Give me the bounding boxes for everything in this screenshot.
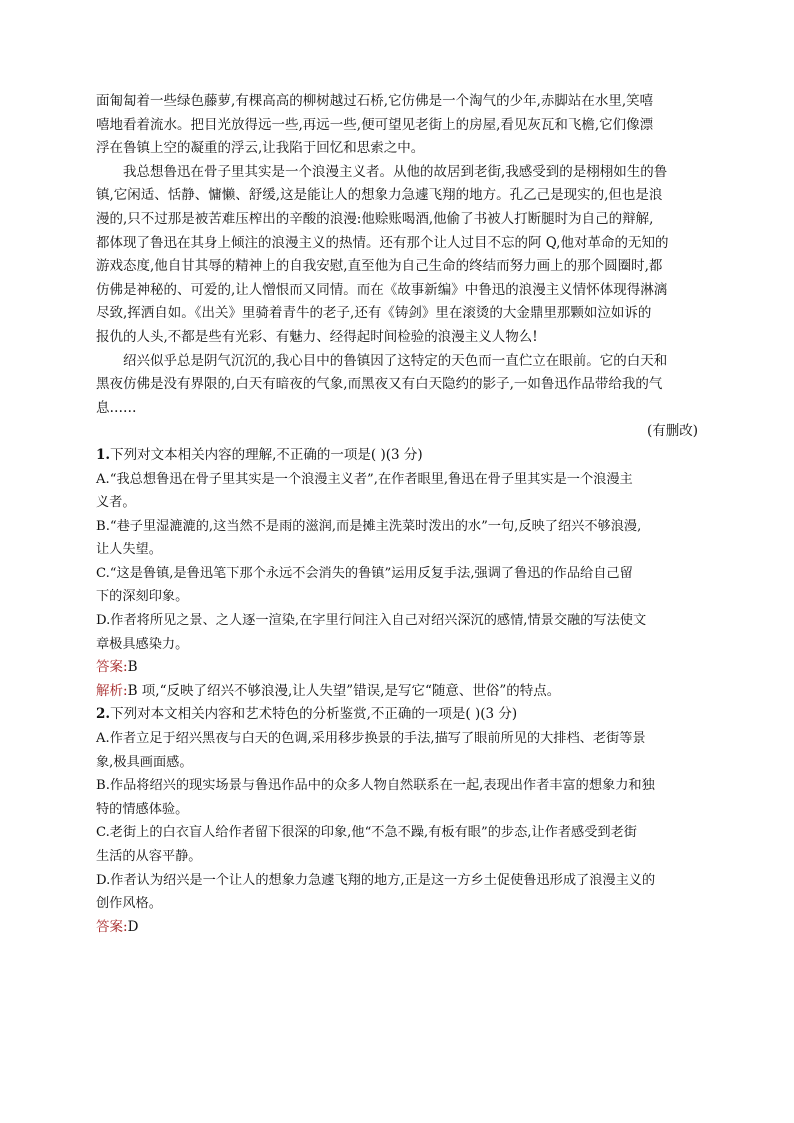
document-page [96, 90, 700, 939]
question-1 [96, 444, 700, 704]
text-line: 黑夜仿佛是没有界限的,白天有暗夜的气象,而黑夜又有白天隐约的影子,一如鲁迅作品带给我的气 [96, 376, 663, 393]
option-d [96, 609, 700, 656]
option-line: 章极具感染力。 [96, 636, 189, 652]
question-stem [96, 703, 700, 727]
option-a [96, 468, 700, 515]
answer-label: 答案: [96, 918, 128, 935]
passage [96, 90, 700, 444]
option-line: A.“我总想鲁迅在骨子里其实是一个浪漫主义者”,在作者眼里,鲁迅在骨子里其实是一个浪漫主 [96, 471, 633, 487]
option-line: 象,极具画面感。 [96, 754, 193, 770]
text-line: 都体现了鲁迅在其身上倾注的浪漫主义的热情。还有那个让人过目不忘的阿 Q,他对革命的无知的 [96, 234, 669, 251]
option-a [96, 727, 700, 774]
answer-value: B [127, 659, 138, 676]
answer-value: D [127, 918, 139, 935]
option-line: A.作者立足于绍兴黑夜与白天的色调,采用移步换景的手法,描写了眼前所见的大排档、老街等景 [96, 731, 646, 747]
text-line: 绍兴似乎总是阴气沉沉的,我心目中的鲁镇因了这特定的天色而一直伫立在眼前。它的白天和 [123, 352, 668, 369]
question-stem-text: 下列对本文相关内容和艺术特色的分析鉴赏,不正确的一项是( )(3 分) [110, 706, 518, 723]
question-stem [96, 444, 700, 468]
analysis [96, 680, 700, 704]
option-line: 特的情感体验。 [96, 801, 189, 817]
passage-paragraph [96, 161, 700, 350]
option-line: 下的深刻印象。 [96, 589, 189, 605]
option-c [96, 562, 700, 609]
analysis-label: 解析: [96, 682, 128, 699]
text-line: 尽致,挥洒自如。《出关》里骑着青牛的老子,还有《铸剑》里在滚烫的大金鼎里那颗如泣如诉的 [96, 305, 652, 322]
option-line: 创作风格。 [96, 896, 162, 912]
question-number: 1. [96, 446, 111, 463]
text-line: 游戏态度,他自甘其辱的精神上的自我安慰,直至他为自己生命的终结而努力画上的那个圆圈时,都 [96, 258, 663, 275]
text-line: 浮在鲁镇上空的凝重的浮云,让我陷于回忆和思索之中。 [96, 140, 425, 157]
option-line: C.老街上的白衣盲人给作者留下很深的印象,他“不急不躁,有板有眼”的步态,让作者感受到老街 [96, 825, 637, 841]
option-line: B.作品将绍兴的现实场景与鲁迅作品中的众多人物自然联系在一起,表现出作者丰富的想象力和独 [96, 778, 655, 794]
option-line: B.“巷子里湿漉漉的,这当然不是雨的滋润,而是摊主洗菜时泼出的水”一句,反映了绍兴不够浪漫, [96, 518, 642, 534]
text-line: 我总想鲁迅在骨子里其实是一个浪漫主义者。从他的故居到老街,我感受到的是栩栩如生的鲁 [123, 163, 668, 180]
answer-label: 答案: [96, 659, 128, 676]
text-line: 漫的,只不过那是被苦难压榨出的辛酸的浪漫:他赊账喝酒,他偷了书被人打断腿时为自己的辩解, [96, 210, 654, 227]
option-line: C.“这是鲁镇,是鲁迅笔下那个永远不会消失的鲁镇”运用反复手法,强调了鲁迅的作品给自己留 [96, 565, 633, 581]
question-2 [96, 703, 700, 939]
option-d [96, 869, 700, 916]
passage-paragraph [96, 90, 700, 161]
option-line: D.作者将所见之景、之人逐一渲染,在字里行间注入自己对绍兴深沉的感情,情景交融的写法使文 [96, 613, 647, 629]
option-line: D.作者认为绍兴是一个让人的想象力急遽飞翔的地方,正是这一方乡土促使鲁迅形成了浪漫主义的 [96, 872, 656, 888]
question-number: 2. [96, 706, 111, 723]
answer [96, 656, 700, 680]
text-line: 镇,它闲适、恬静、慵懒、舒缓,这是能让人的想象力急遽飞翔的地方。孔乙己是现实的,但也是浪 [96, 187, 663, 204]
passage-paragraph [96, 350, 700, 421]
answer [96, 916, 700, 940]
analysis-text: B 项,“反映了绍兴不够浪漫,让人失望”错误,是写它“随意、世俗”的特点。 [127, 682, 561, 699]
text-line: 报仇的人头,不都是些有光彩、有魅力、经得起时间检验的浪漫主义人物么! [96, 328, 538, 345]
option-line: 生活的从容平静。 [96, 849, 202, 864]
option-b [96, 774, 700, 821]
source-note: (有删改) [646, 423, 698, 440]
text-line: 面匍匐着一些绿色藤萝,有棵高高的柳树越过石桥,它仿佛是一个淘气的少年,赤脚站在水里,笑嘻 [96, 93, 654, 109]
text-line: 仿佛是神秘的、可爱的,让人憎恨而又同情。而在《故事新编》中鲁迅的浪漫主义情怀体现得淋漓 [96, 281, 668, 298]
option-c [96, 821, 700, 868]
option-b [96, 515, 700, 562]
question-stem-text: 下列对文本相关内容的理解,不正确的一项是( )(3 分) [110, 446, 423, 463]
text-line: 息…… [96, 399, 137, 416]
option-line: 让人失望。 [96, 542, 162, 558]
option-line: 义者。 [96, 495, 136, 511]
text-line: 嘻地看着流水。把目光放得远一些,再远一些,便可望见老街上的房屋,看见灰瓦和飞檐,它们像漂 [96, 116, 654, 133]
